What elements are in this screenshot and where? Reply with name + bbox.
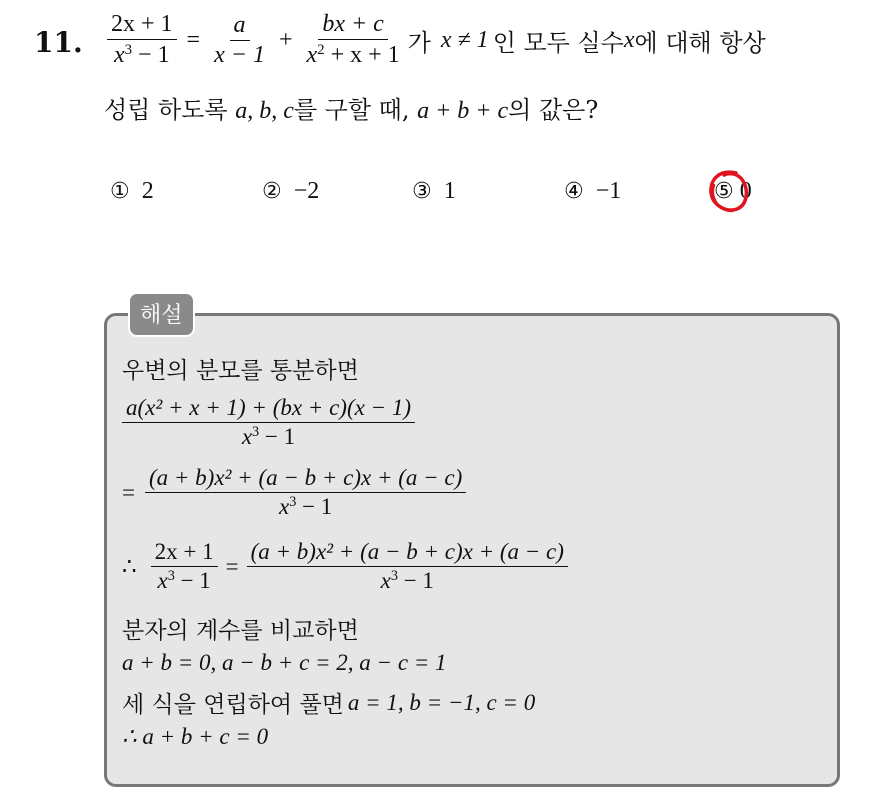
choice-2[interactable]: ② −2 bbox=[262, 178, 320, 204]
question-number: 11. bbox=[34, 26, 83, 59]
solution-line-7: ∴ a + b + c = 0 bbox=[122, 724, 269, 749]
solution-fraction-1: $\frac{\text{a(x² + x + 1) + (bx + c)(x − 1)}}{x^3 - 1}$ bbox=[122, 396, 419, 449]
solution-fraction-3: ∴ $\frac{2x + 1}{x^3 - 1}$ = $\frac{\text{(a + b)x² + (a − b + c)x + (a − c)}}{x^3 - 1}$ bbox=[122, 540, 572, 593]
choice-4[interactable]: ④ −1 bbox=[564, 178, 622, 204]
choice-3[interactable]: ③ 1 bbox=[412, 178, 456, 204]
question-line-1: $\frac{2x + 1}{x^3 - 1}$ = $\frac{a}{x - 1}$ + $\frac{bx + c}{x^2 + x + 1}$ 가 x ≠ 1 인 모두 실수 x 에 대해 항상 bbox=[103, 12, 766, 68]
answer-circle-mark-icon bbox=[706, 167, 750, 215]
solution-tag: 해설 bbox=[128, 292, 195, 337]
solution-line-6: 세 식을 연립하여 풀면 a = 1, b = −1, c = 0 bbox=[122, 689, 536, 718]
rhs-fraction-1: $\frac{a}{x - 1}$ bbox=[214, 11, 265, 68]
choice-1[interactable]: ① 2 bbox=[110, 178, 154, 204]
lhs-fraction: $\frac{2x + 1}{x^3 - 1}$ bbox=[107, 12, 177, 68]
solution-line-4: 분자의 계수를 비교하면 bbox=[122, 618, 359, 644]
solution-line-1: 우변의 분모를 통분하면 bbox=[122, 358, 359, 384]
question-line-2: 성립 하도록 a, b, c를 구할 때, a + b + c의 값은? bbox=[104, 96, 599, 124]
rhs-fraction-2: $\frac{bx + c}{x^2 + x + 1}$ bbox=[306, 11, 400, 69]
solution-line-5: a + b = 0, a − b + c = 2, a − c = 1 bbox=[122, 650, 447, 675]
solution-fraction-2: = $\frac{\text{(a + b)x² + (a − b + c)x + (a − c)}}{x^3 - 1}$ bbox=[122, 466, 470, 519]
choice-5[interactable]: ⑤ 0 bbox=[714, 178, 752, 204]
